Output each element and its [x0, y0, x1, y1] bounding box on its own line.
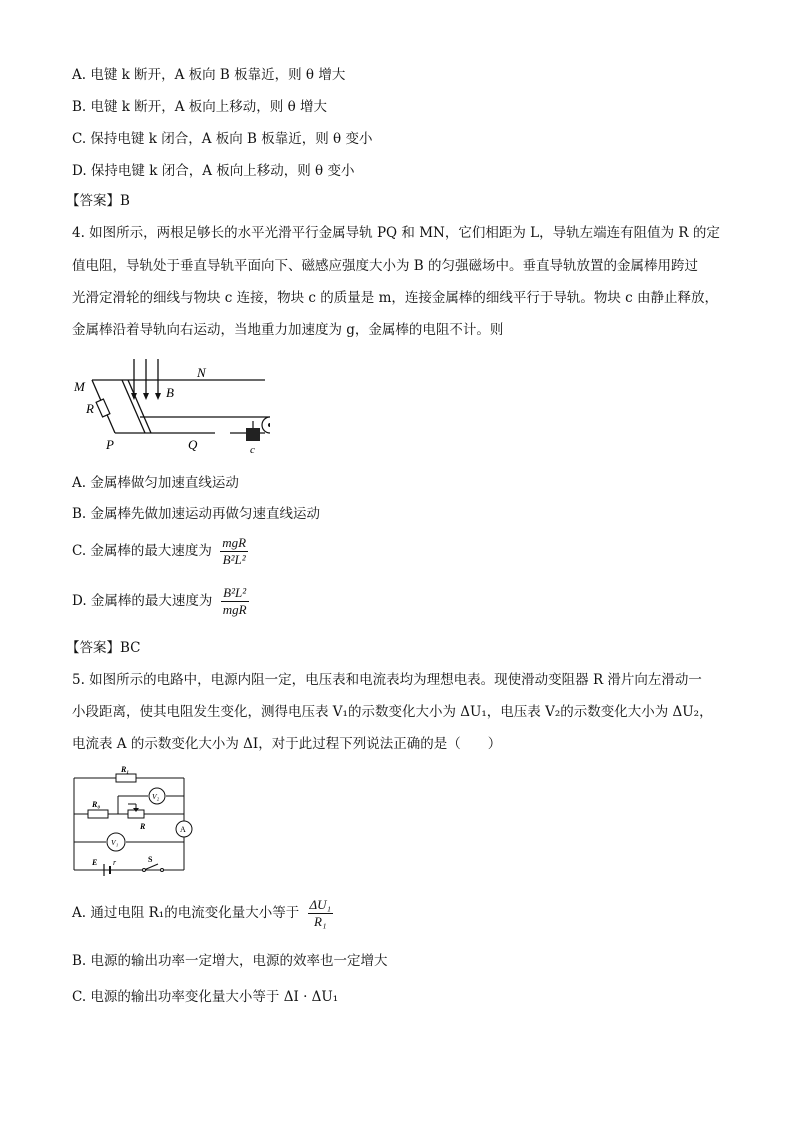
label-s: S	[148, 855, 153, 864]
label-r0: R₀	[92, 800, 101, 809]
label-n: N	[197, 365, 206, 380]
q4-answer: 【答案】BC	[66, 640, 141, 656]
q4-option-d	[72, 584, 249, 618]
label-v1: V₁	[111, 838, 119, 847]
label-e: E	[92, 858, 98, 867]
label-r-internal: r	[113, 858, 117, 867]
q5-option-a-fraction	[308, 897, 334, 930]
label-a: A	[180, 825, 186, 834]
q3-option-c: C. 保持电键 k 闭合，A 板向 B 板靠近，则 θ 变小	[72, 131, 373, 147]
q4-option-d-denominator: mgR	[222, 602, 247, 617]
q4-stem-line2: 值电阻，导轨处于垂直导轨平面向下、磁感应强度大小为 B 的匀强磁场中。垂直导轨放置的金属棒用跨过	[72, 258, 699, 274]
label-r: R	[86, 401, 94, 416]
q4-option-c-text: C. 金属棒的最大速度为	[72, 543, 212, 559]
label-r: R	[140, 822, 146, 831]
q4-option-a: A. 金属棒做匀加速直线运动	[72, 475, 239, 491]
block-c	[246, 428, 260, 441]
q4-stem-line1: 4. 如图所示，两根足够长的水平光滑平行金属导轨 PQ 和 MN，它们相距为 L，导轨左端连有阻值为 R 的定	[72, 225, 720, 241]
q4-option-c-numerator: mgR	[222, 535, 247, 550]
q4-rail-figure	[70, 355, 270, 455]
q5-option-c: C. 电源的输出功率变化量大小等于 ΔI · ΔU₁	[72, 989, 339, 1005]
q3-answer: 【答案】B	[66, 193, 130, 209]
q4-option-c	[72, 534, 248, 568]
q4-option-d-fraction	[221, 585, 249, 618]
q5-option-a-text: A. 通过电阻 R₁的电流变化量大小等于	[72, 905, 300, 921]
q5-option-a-numerator: ΔU₁	[309, 897, 332, 912]
q4-option-c-denominator: B²L²	[222, 552, 246, 567]
label-q: Q	[188, 437, 198, 452]
q4-stem-line4: 金属棒沿着导轨向右运动，当地重力加速度为 g，金属棒的电阻不计。则	[72, 322, 504, 338]
q4-option-d-numerator: B²L²	[221, 585, 249, 602]
q5-stem-line2: 小段距离，使其电阻发生变化，测得电压表 V₁的示数变化大小为 ΔU₁，电压表 V₂的示数变化大小为 ΔU₂，	[72, 704, 713, 720]
label-r1: R₁	[121, 765, 130, 774]
label-c: c	[250, 444, 255, 455]
q5-option-b: B. 电源的输出功率一定增大，电源的效率也一定增大	[72, 953, 388, 969]
q5-stem-line1: 5. 如图所示的电路中，电源内阻一定，电压表和电流表均为理想电表。现使滑动变阻器 R 滑片向左滑动一	[72, 672, 702, 688]
label-v2: V₂	[152, 792, 160, 801]
resistor-r0	[88, 810, 108, 818]
q4-stem-line3: 光滑定滑轮的细线与物块 c 连接，物块 c 的质量是 m，连接金属棒的细线平行于导轨。物块 c 由静止释放，	[72, 290, 719, 306]
q4-option-d-text: D. 金属棒的最大速度为	[72, 593, 213, 609]
q5-option-a	[72, 896, 333, 930]
label-b: B	[166, 385, 174, 400]
q5-option-a-denominator: R₁	[314, 914, 327, 929]
q3-option-b: B. 电键 k 断开，A 板向上移动，则 θ 增大	[72, 99, 328, 115]
label-p: P	[106, 437, 114, 452]
q3-option-d: D. 保持电键 k 闭合，A 板向上移动，则 θ 变小	[72, 163, 355, 179]
q4-option-b: B. 金属棒先做加速运动再做匀速直线运动	[72, 506, 321, 522]
q3-option-a: A. 电键 k 断开，A 板向 B 板靠近，则 θ 增大	[72, 67, 346, 83]
label-m: M	[74, 379, 85, 394]
q5-stem-line3: 电流表 A 的示数变化大小为 ΔI，对于此过程下列说法正确的是（ ）	[72, 736, 502, 752]
q5-circuit-figure	[66, 764, 196, 876]
resistor-r1	[116, 774, 136, 782]
q4-option-c-fraction	[220, 535, 248, 568]
resistor-r	[96, 399, 110, 417]
